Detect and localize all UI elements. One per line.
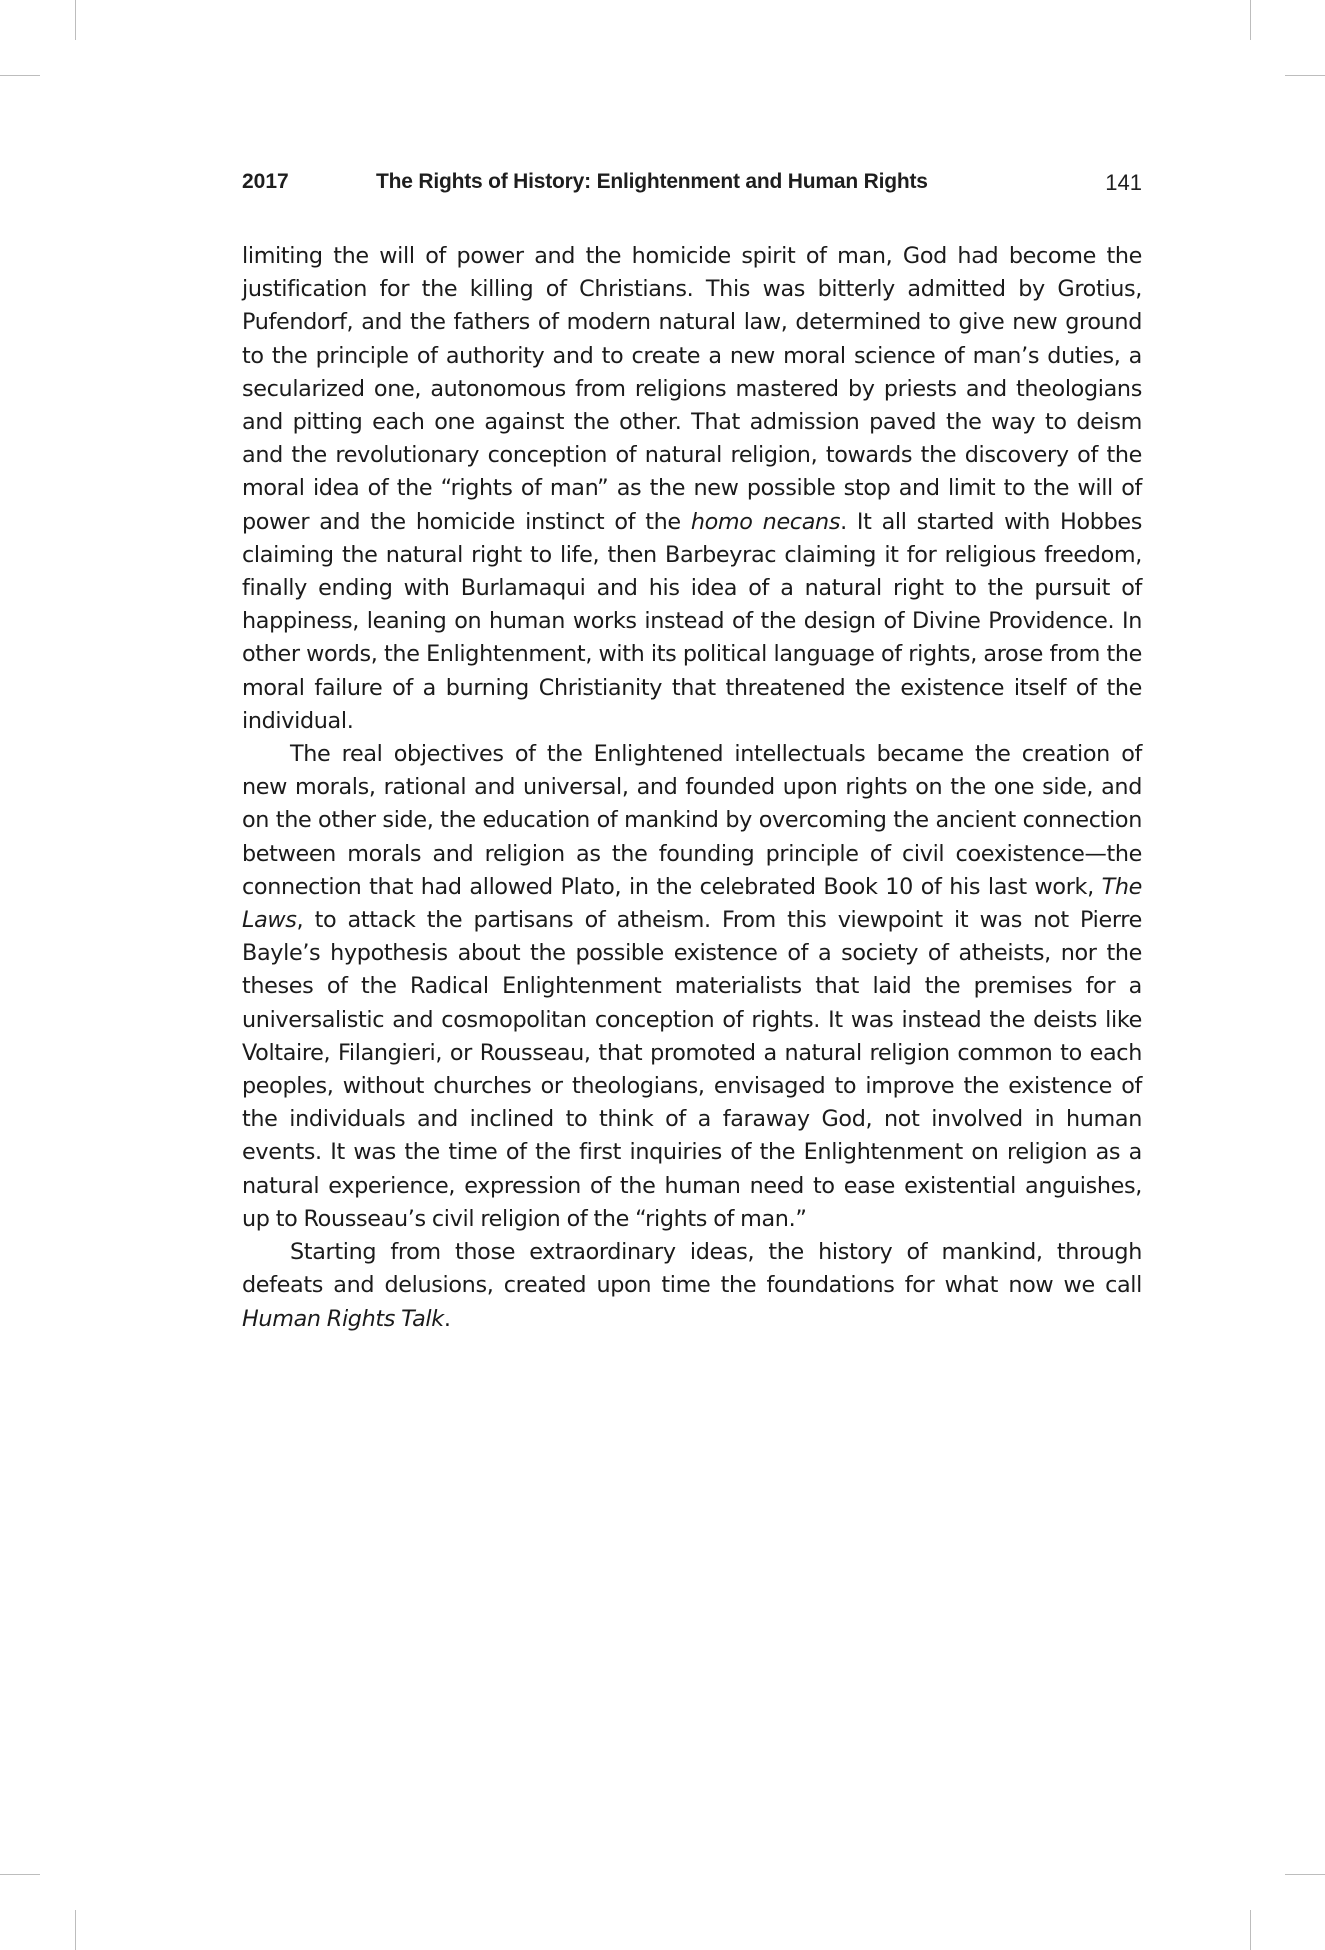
- running-header: [242, 170, 1142, 206]
- paragraph-3-italic-term: Human Rights Talk: [242, 1305, 444, 1332]
- crop-mark-bottom-left: [75, 1910, 76, 1950]
- crop-mark-top-right: [1250, 0, 1251, 40]
- crop-mark-top-right-h: [1285, 75, 1325, 76]
- crop-mark-top-left: [75, 0, 76, 40]
- body-text: [242, 240, 1142, 1336]
- crop-mark-bottom-left-h: [0, 1874, 40, 1875]
- paragraph-1-italic-term: homo necans: [690, 508, 841, 535]
- paragraph-3-text-b: .: [443, 1305, 451, 1332]
- crop-mark-top-left-h: [0, 75, 40, 76]
- crop-mark-bottom-right: [1250, 1910, 1251, 1950]
- header-title: The Rights of History: Enlightenment and Human Rights: [376, 170, 928, 193]
- paragraph-3: [242, 1236, 1142, 1336]
- paragraph-2-text-b: , to attack the partisans of atheism. From this viewpoint it was not Pierre Bayle’s hypothesis about the possible existence of a society of atheists, nor the theses of the Radical Enlightenment materialists that laid the premises for a universalistic and cosmopolitan conception of rights. It was instead the deists like Voltaire, Filangieri, or Rousseau, that promoted a natural religion common to each peoples, without churches or theologians, envisaged to improve the existence of the individuals and inclined to think of a faraway God, not involved in human events. It was the time of the first inquiries of the Enlightenment on religion as a natural experience, expression of the human need to ease existential anguishes, up to Rousseau’s civil religion of the “rights of man.”: [242, 907, 1142, 1232]
- paragraph-2-italic-title: The Laws: [242, 873, 1142, 934]
- paragraph-1: [242, 240, 1142, 738]
- paragraph-3-text-a: Starting from those extraordinary ideas, the history of mankind, through defeats and delusions, created upon time the foundations for what now we call: [242, 1239, 1142, 1299]
- page-number: 141: [1105, 170, 1142, 195]
- crop-mark-bottom-right-h: [1285, 1874, 1325, 1875]
- paragraph-1-text-a: limiting the will of power and the homicide spirit of man, God had become the justification for the killing of Christians. This was bitterly admitted by Grotius, Pufendorf, and the fathers of modern natural law, determined to give new ground to the principle of authority and to create a new moral science of man’s duties, a secularized one, autonomous from religions mastered by priests and theologians and pitting each one against the other. That admission paved the way to deism and the revolutionary conception of natural religion, towards the discovery of the moral idea of the “rights of man” as the new possible stop and limit to the will of power and the homicide instinct of the: [242, 243, 1142, 535]
- paragraph-2: [242, 738, 1142, 1236]
- paragraph-1-text-b: . It all started with Hobbes claiming the natural right to life, then Barbeyrac claiming it for religious freedom, finally ending with Burlamaqui and his idea of a natural right to the pursuit of happiness, leaning on human works instead of the design of Divine Providence. In other words, the Enlightenment, with its political language of rights, arose from the moral failure of a burning Christianity that threatened the existence itself of the individual.: [242, 508, 1143, 734]
- paragraph-2-text-a: The real objectives of the Enlightened intellectuals became the creation of new morals, rational and universal, and founded upon rights on the one side, and on the other side, the education of mankind by overcoming the ancient connection between morals and religion as the founding principle of civil coexistence—the connection that had allowed Plato, in the celebrated Book 10 of his last work,: [242, 741, 1142, 900]
- header-year: 2017: [242, 170, 289, 193]
